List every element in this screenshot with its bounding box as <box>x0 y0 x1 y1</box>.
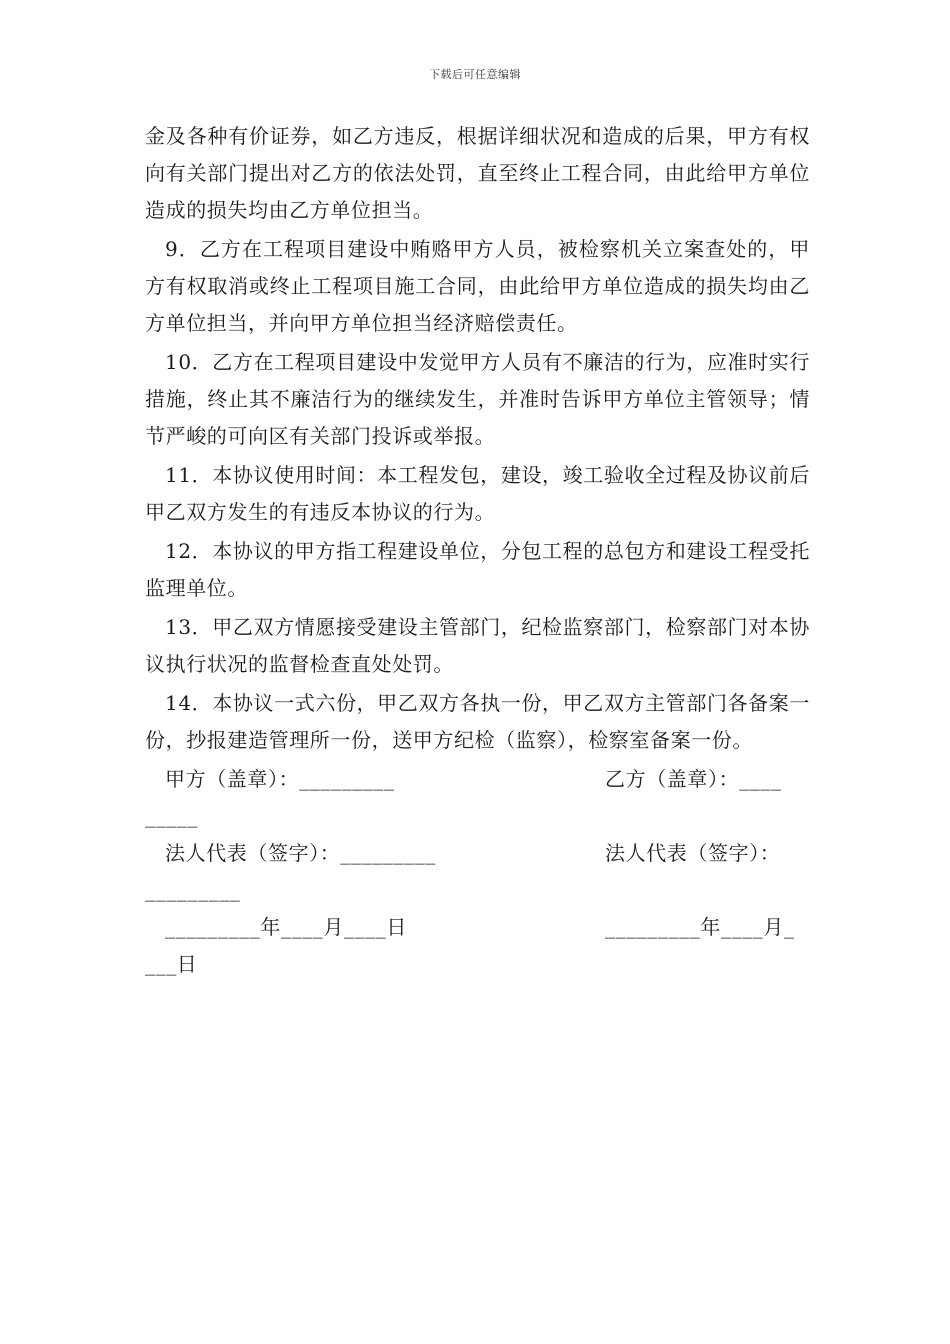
clause-11: 11．本协议使用时间：本工程发包，建设，竣工验收全过程及协议前后甲乙双方发生的有违反本协议的行为。 <box>145 463 810 524</box>
date-block <box>145 909 810 983</box>
representative-row <box>145 835 810 872</box>
seal-row <box>145 761 810 798</box>
clause-12: 12．本协议的甲方指工程建设单位，分包工程的总包方和建设工程受托监理单位。 <box>145 539 810 600</box>
party-b-seal-line: 乙方（盖章）：____ <box>605 767 782 791</box>
party-a-representative-line: 法人代表（签字）：_________ <box>165 841 436 865</box>
party-b-seal-line-cont: _____ <box>145 804 198 828</box>
party-b-date-line: _________年____月_ <box>605 915 795 939</box>
paragraph-continuation: 金及各种有价证券，如乙方违反，根据详细状况和造成的后果，甲方有权向有关部门提出对乙方的依法处罚，直至终止工程合同，由此给甲方单位造成的损失均由乙方单位担当。 <box>145 124 810 222</box>
clause-9: 9．乙方在工程项目建设中贿赂甲方人员，被检察机关立案查处的，甲方有权取消或终止工程项目施工合同，由此给甲方单位造成的损失均由乙方单位担当，并向甲方单位担当经济赔偿责任。 <box>145 237 810 335</box>
party-b-representative-line-cont: _________ <box>145 878 241 902</box>
party-a-date-line: _________年____月____日 <box>165 915 407 939</box>
clause-14: 14．本协议一式六份，甲乙双方各执一份，甲乙双方主管部门各备案一份，抄报建造管理所一份，送甲方纪检（监察），检察室备案一份。 <box>145 691 810 752</box>
representative-signature-block <box>145 835 810 909</box>
date-row <box>145 909 810 946</box>
clause-10: 10．乙方在工程项目建设中发觉甲方人员有不廉洁的行为，应准时实行措施，终止其不廉洁行为的继续发生，并准时告诉甲方单位主管领导；情节严峻的可向区有关部门投诉或举报。 <box>145 350 810 448</box>
seal-signature-block <box>145 761 810 835</box>
party-a-seal-line: 甲方（盖章）：_________ <box>165 767 395 791</box>
document-body <box>145 118 810 983</box>
clause-13: 13．甲乙双方情愿接受建设主管部门，纪检监察部门，检察部门对本协议执行状况的监督检查直处处罚。 <box>145 615 810 676</box>
party-b-representative-line: 法人代表（签字）： <box>605 841 781 865</box>
page-header-note: 下载后可任意编辑 <box>429 68 521 81</box>
party-b-date-line-cont: ___日 <box>145 952 198 976</box>
